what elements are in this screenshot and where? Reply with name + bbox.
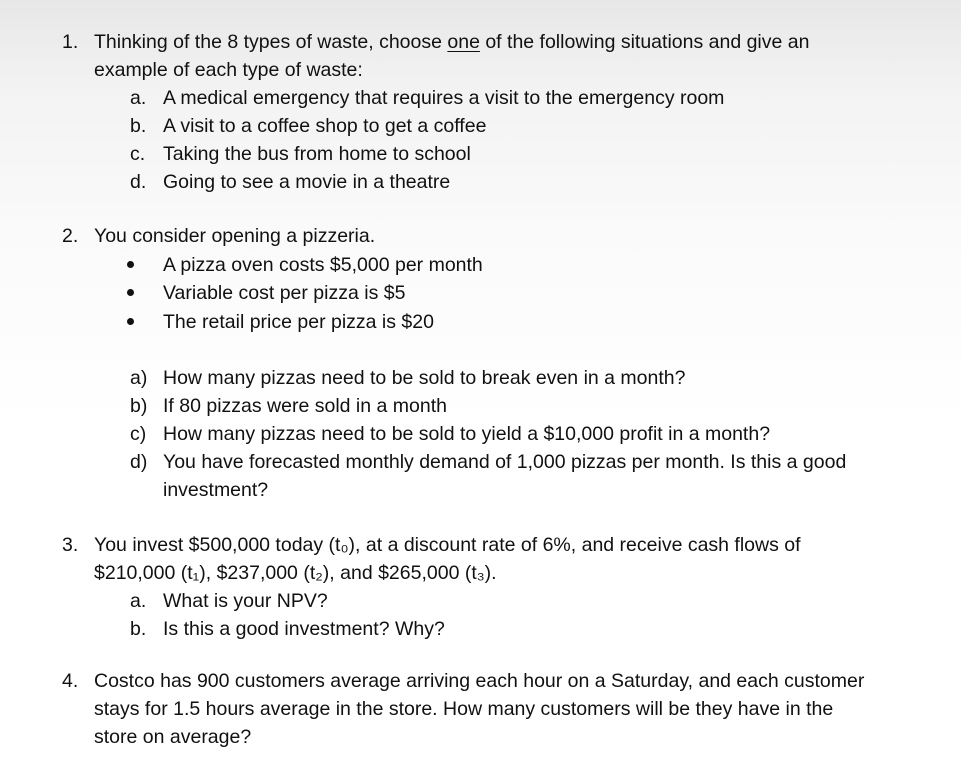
q1-item-b: A visit to a coffee shop to get a coffee [163, 115, 487, 137]
q2-number: 2. [62, 225, 79, 247]
q2-item-d: You have forecasted monthly demand of 1,000 pizzas per month. Is this a good [163, 451, 847, 473]
q3-item-a: What is your NPV? [163, 590, 328, 612]
q2-text: You consider opening a pizzeria. [94, 225, 376, 247]
q2-item-d-line2: investment? [163, 479, 269, 501]
q1-text-underline: one [447, 31, 480, 53]
q3-text-line1: You invest $500,000 today (t₀), at a discount rate of 6%, and receive cash flows of [94, 534, 801, 556]
q3-item-a-marker: a. [130, 590, 147, 612]
q2-bullet-3: The retail price per pizza is $20 [163, 311, 434, 333]
q2-item-b: If 80 pizzas were sold in a month [163, 395, 447, 417]
q2-item-a: How many pizzas need to be sold to break even in a month? [163, 367, 686, 389]
q2-item-c: How many pizzas need to be sold to yield a $10,000 profit in a month? [163, 423, 771, 445]
q2-bullet-2: Variable cost per pizza is $5 [163, 282, 406, 304]
q1-item-a-marker: a. [130, 87, 147, 109]
q1-item-c-marker: c. [130, 143, 146, 165]
q2-item-a-marker: a) [130, 367, 148, 389]
q3-number: 3. [62, 534, 79, 556]
q2-item-d-marker: d) [130, 451, 148, 473]
q2-bullet-1: A pizza oven costs $5,000 per month [163, 254, 483, 276]
q1-text-line2: example of each type of waste: [94, 59, 363, 81]
q1-number: 1. [62, 31, 79, 53]
q4-number: 4. [62, 670, 79, 692]
q1-item-b-marker: b. [130, 115, 147, 137]
q1-item-d-marker: d. [130, 171, 147, 193]
q3-item-b-marker: b. [130, 618, 147, 640]
q3-text-line2: $210,000 (t₁), $237,000 (t₂), and $265,000 (t₃). [94, 562, 497, 584]
q3-item-b: Is this a good investment? Why? [163, 618, 445, 640]
q1-item-d: Going to see a movie in a theatre [163, 171, 451, 193]
q1-text-line1 [94, 28, 809, 56]
q1-text-after: of the following situations and give an [479, 31, 810, 53]
q1-item-c: Taking the bus from home to school [163, 143, 471, 165]
q2-item-c-marker: c) [130, 423, 147, 445]
q2-item-b-marker: b) [130, 395, 148, 417]
q4-text-line2: stays for 1.5 hours average in the store. How many customers will be they have in the [94, 698, 834, 720]
q4-text-line1: Costco has 900 customers average arriving each hour on a Saturday, and each customer [94, 670, 865, 692]
bullet-dot [127, 289, 134, 296]
q4-text-line3: store on average? [94, 726, 252, 748]
q1-item-a: A medical emergency that requires a visit to the emergency room [163, 87, 725, 109]
bullet-dot [127, 261, 134, 268]
bullet-dot [127, 318, 134, 325]
q1-text-before: Thinking of the 8 types of waste, choose [94, 31, 448, 53]
